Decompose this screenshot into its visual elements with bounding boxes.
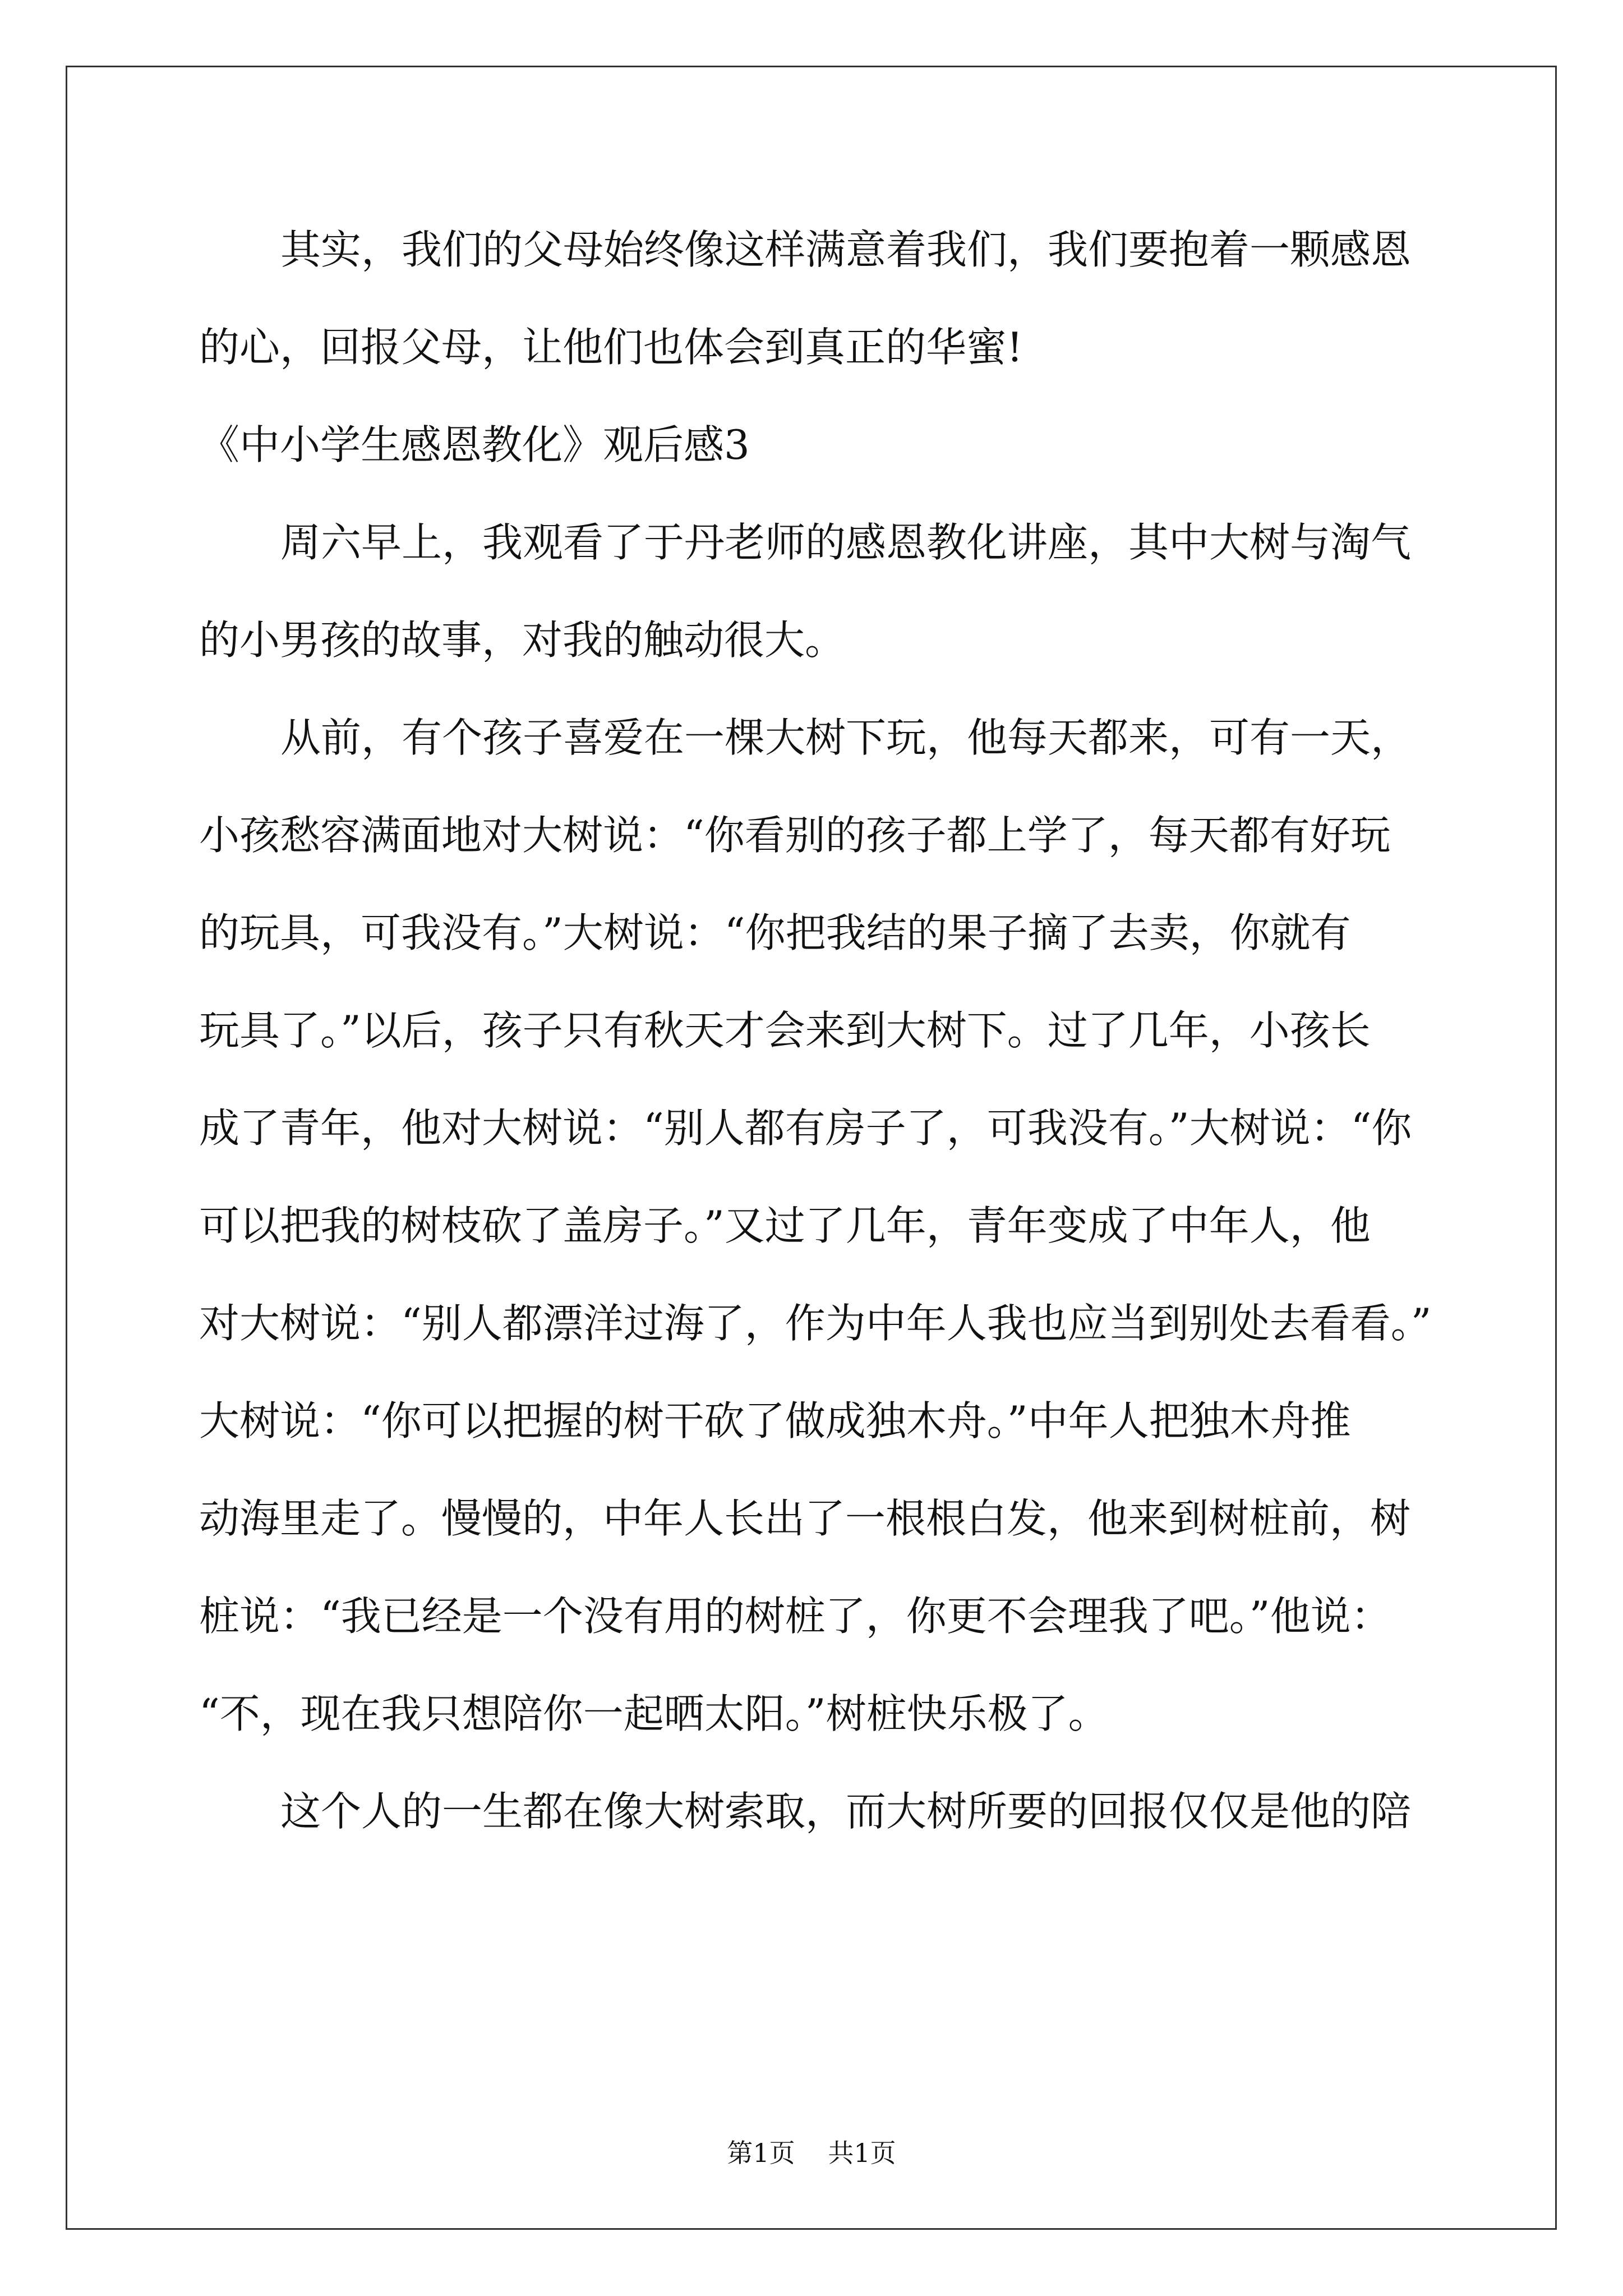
- text-line: 动海里走了。慢慢的，中年人长出了一根根白发，他来到树桩前，树: [199, 1495, 1411, 1542]
- text-line: “不，现在我只想陪你一起晒太阳。”树桩快乐极了。: [199, 1690, 1109, 1737]
- text-line: 大树说：“你可以把握的树干砍了做成独木舟。”中年人把独木舟推: [199, 1397, 1351, 1444]
- text-line: 其实，我们的父母始终像这样满意着我们，我们要抱着一颗感恩: [280, 226, 1412, 273]
- text-line: 的玩具，可我没有。”大树说：“你把我结的果子摘了去卖，你就有: [199, 909, 1351, 956]
- text-line: 周六早上，我观看了于丹老师的感恩教化讲座，其中大树与淘气: [280, 519, 1412, 566]
- text-line: 小孩愁容满面地对大树说：“你看别的孩子都上学了，每天都有好玩: [199, 812, 1391, 859]
- page-total: 共1页: [828, 2138, 896, 2168]
- text-line: 玩具了。”以后，孩子只有秋天才会来到大树下。过了几年，小孩长: [199, 1007, 1371, 1054]
- text-line: 桩说：“我已经是一个没有用的树桩了，你更不会理我了吧。”他说：: [199, 1593, 1391, 1640]
- text-line: 的小男孩的故事，对我的触动很大。: [199, 616, 846, 664]
- text-line: 的心，回报父母，让他们也体会到真正的华蜜!: [199, 324, 1023, 371]
- section-heading: 《中小学生感恩教化》观后感3: [199, 421, 750, 468]
- text-line: 这个人的一生都在像大树索取，而大树所要的回报仅仅是他的陪: [280, 1788, 1412, 1835]
- text-line: 对大树说：“别人都漂洋过海了，作为中年人我也应当到别处去看看。”: [199, 1300, 1432, 1347]
- text-line: 成了青年，他对大树说：“别人都有房子了，可我没有。”大树说：“你: [199, 1105, 1412, 1152]
- text-line: 从前，有个孩子喜爱在一棵大树下玩，他每天都来，可有一天，: [280, 714, 1412, 761]
- page-footer: [0, 2133, 1623, 2170]
- text-line: 可以把我的树枝砍了盖房子。”又过了几年，青年变成了中年人，他: [199, 1202, 1371, 1249]
- document-body: [199, 219, 1433, 1878]
- page-number: 第1页: [727, 2138, 795, 2168]
